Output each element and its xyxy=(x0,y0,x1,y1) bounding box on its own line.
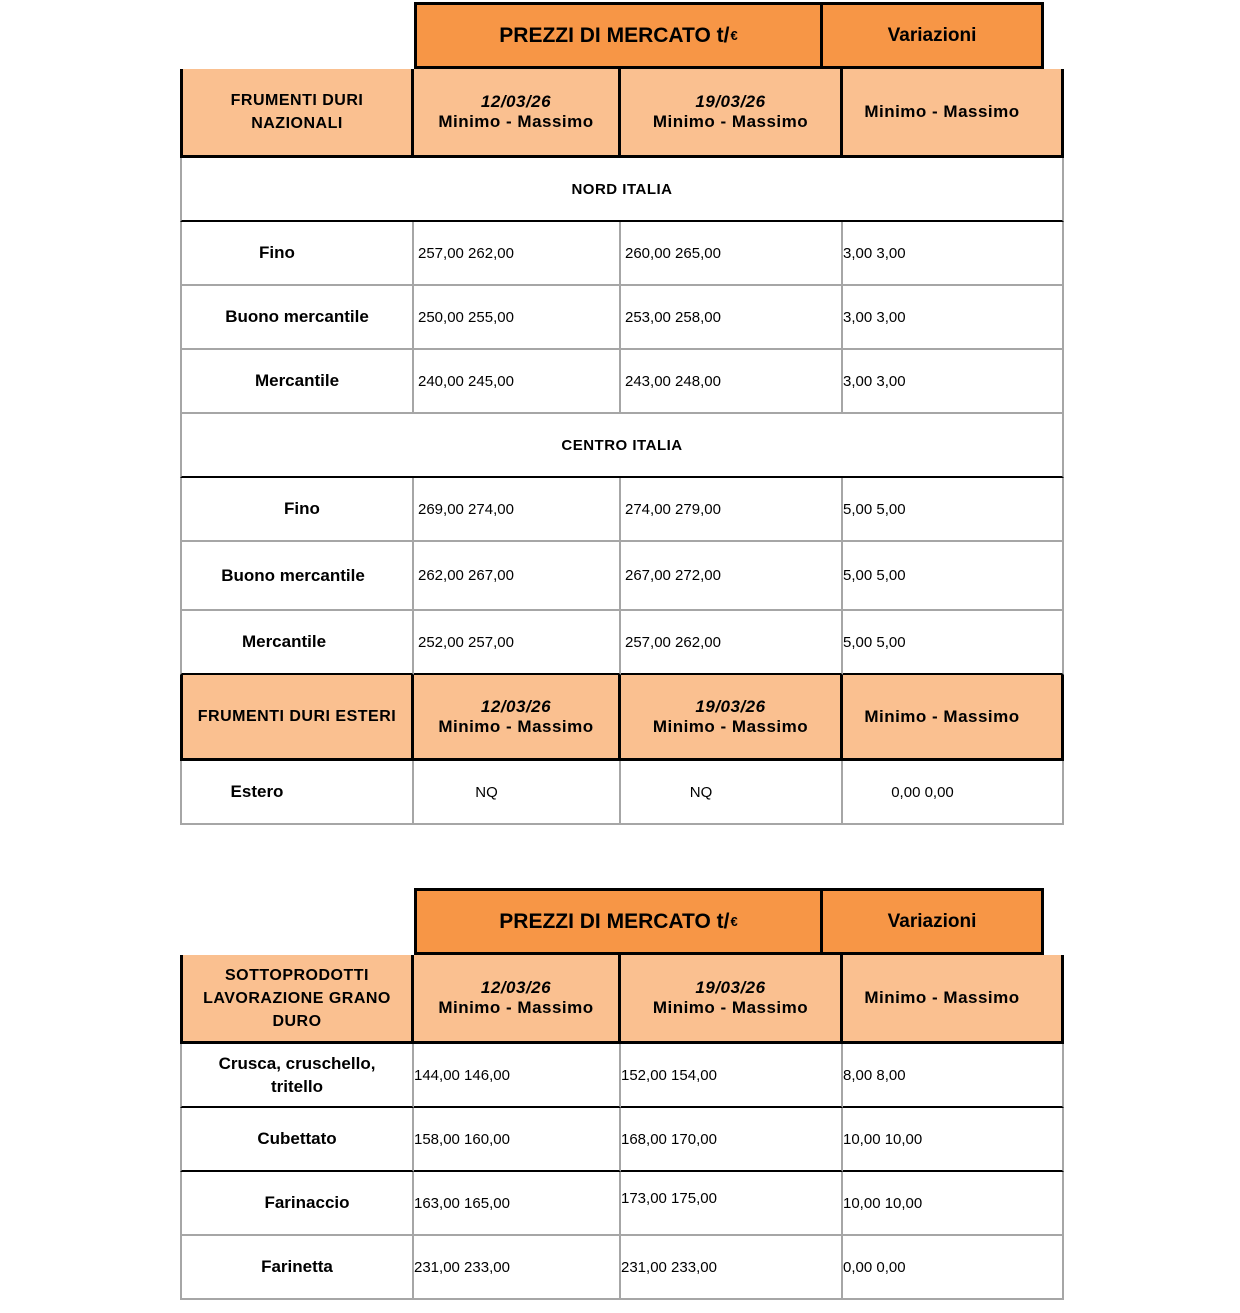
empty-corner xyxy=(180,2,414,69)
price-week2: 243,00 248,00 xyxy=(621,350,843,414)
date2-header: 19/03/26 Minimo - Massimo xyxy=(621,69,843,158)
price-week1: 144,00 146,00 xyxy=(414,1044,621,1108)
date2-header: 19/03/26 Minimo - Massimo xyxy=(621,955,843,1044)
price-variation: 0,00 0,00 xyxy=(843,761,1064,825)
byproducts-label: SOTTOPRODOTTI LAVORAZIONE GRANO DURO xyxy=(180,955,414,1044)
table-row xyxy=(180,1236,1064,1300)
price-week2: 152,00 154,00 xyxy=(621,1044,843,1108)
variation-range-header: Minimo - Massimo xyxy=(843,69,1064,158)
variations-header: Variazioni xyxy=(823,888,1044,955)
price-week2: 173,00 175,00 xyxy=(621,1172,843,1236)
price-week2: 257,00 262,00 xyxy=(621,611,843,675)
price-variation: 10,00 10,00 xyxy=(843,1172,1064,1236)
date1-header: 12/03/26 Minimo - Massimo xyxy=(414,69,621,158)
date2-header: 19/03/26 Minimo - Massimo xyxy=(621,675,843,761)
byproducts-header-row xyxy=(180,955,1064,1044)
variation-range-header: Minimo - Massimo xyxy=(843,955,1064,1044)
row-name: Crusca, cruschello, tritello xyxy=(180,1044,414,1108)
price-week1: 269,00 274,00 xyxy=(414,478,621,542)
price-variation: 0,00 0,00 xyxy=(843,1236,1064,1300)
table-row xyxy=(180,350,1064,414)
price-variation: 8,00 8,00 xyxy=(843,1044,1064,1108)
date1-header: 12/03/26 Minimo - Massimo xyxy=(414,955,621,1044)
price-week1: 257,00 262,00 xyxy=(414,222,621,286)
variation-range-header: Minimo - Massimo xyxy=(843,675,1064,761)
currency-symbol: € xyxy=(730,28,738,43)
price-week2: NQ xyxy=(621,761,843,825)
price-week1: 163,00 165,00 xyxy=(414,1172,621,1236)
table-row xyxy=(180,1172,1064,1236)
table-row xyxy=(180,761,1064,825)
table-row xyxy=(180,1044,1064,1108)
row-name: Cubettato xyxy=(180,1108,414,1172)
row-name: Farinaccio xyxy=(180,1172,414,1236)
section-nord-italia: NORD ITALIA xyxy=(180,158,1064,222)
price-week1: 240,00 245,00 xyxy=(414,350,621,414)
row-name: Fino xyxy=(180,222,414,286)
table-row xyxy=(180,478,1064,542)
national-wheat-label: FRUMENTI DURI NAZIONALI xyxy=(180,69,414,158)
table-row xyxy=(180,286,1064,350)
price-week1: 262,00 267,00 xyxy=(414,542,621,611)
price-variation: 5,00 5,00 xyxy=(843,611,1064,675)
foreign-wheat-header-row xyxy=(180,675,1064,761)
section-centro-italia: CENTRO ITALIA xyxy=(180,414,1064,478)
durum-wheat-price-table xyxy=(180,2,1064,825)
date1-header: 12/03/26 Minimo - Massimo xyxy=(414,675,621,761)
row-name: Buono mercantile xyxy=(180,542,414,611)
price-variation: 3,00 3,00 xyxy=(843,222,1064,286)
price-week2: 253,00 258,00 xyxy=(621,286,843,350)
price-week1: 231,00 233,00 xyxy=(414,1236,621,1300)
price-variation: 5,00 5,00 xyxy=(843,542,1064,611)
table-row xyxy=(180,222,1064,286)
row-name: Farinetta xyxy=(180,1236,414,1300)
market-prices-header: PREZZI DI MERCATO t/ € xyxy=(414,2,823,69)
price-week2: 231,00 233,00 xyxy=(621,1236,843,1300)
price-week1: NQ xyxy=(414,761,621,825)
price-week2: 267,00 272,00 xyxy=(621,542,843,611)
table-top-header xyxy=(180,888,1064,955)
price-variation: 5,00 5,00 xyxy=(843,478,1064,542)
foreign-wheat-label: FRUMENTI DURI ESTERI xyxy=(180,675,414,761)
variations-header: Variazioni xyxy=(823,2,1044,69)
price-week2: 260,00 265,00 xyxy=(621,222,843,286)
price-week1: 158,00 160,00 xyxy=(414,1108,621,1172)
table-row xyxy=(180,1108,1064,1172)
row-name: Mercantile xyxy=(180,350,414,414)
empty-corner xyxy=(180,888,414,955)
price-variation: 3,00 3,00 xyxy=(843,286,1064,350)
row-name: Buono mercantile xyxy=(180,286,414,350)
table-top-header xyxy=(180,2,1064,69)
byproducts-price-table xyxy=(180,888,1064,1300)
price-week2: 168,00 170,00 xyxy=(621,1108,843,1172)
price-week1: 252,00 257,00 xyxy=(414,611,621,675)
price-variation: 3,00 3,00 xyxy=(843,350,1064,414)
market-prices-header: PREZZI DI MERCATO t/ € xyxy=(414,888,823,955)
currency-symbol: € xyxy=(730,914,738,929)
table-row xyxy=(180,611,1064,675)
price-week2: 274,00 279,00 xyxy=(621,478,843,542)
national-wheat-header-row xyxy=(180,69,1064,158)
row-name: Mercantile xyxy=(180,611,414,675)
row-name: Fino xyxy=(180,478,414,542)
table-row xyxy=(180,542,1064,611)
price-variation: 10,00 10,00 xyxy=(843,1108,1064,1172)
price-week1: 250,00 255,00 xyxy=(414,286,621,350)
row-name: Estero xyxy=(180,761,414,825)
